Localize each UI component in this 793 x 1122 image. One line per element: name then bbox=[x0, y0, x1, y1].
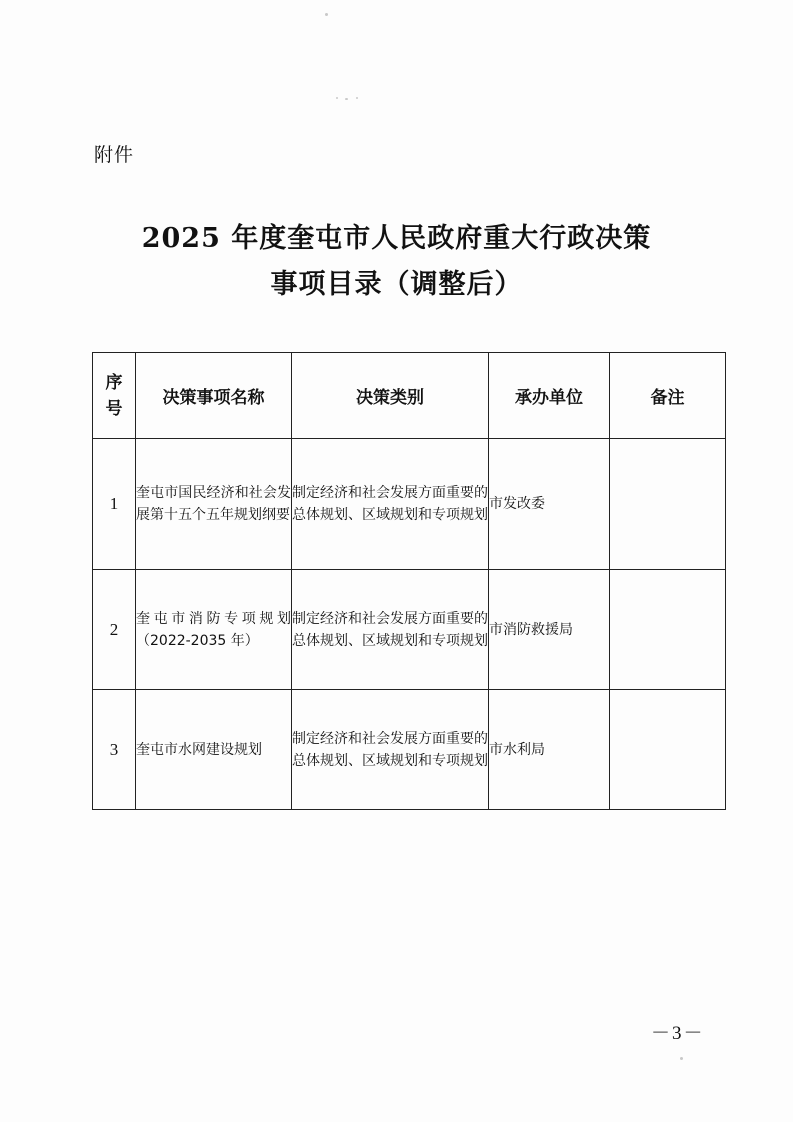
row-seq: 1 bbox=[93, 439, 136, 570]
row-unit: 市发改委 bbox=[489, 439, 610, 570]
scan-speck bbox=[680, 1057, 683, 1060]
table-row bbox=[93, 690, 726, 810]
row-name: 奎屯市国民经济和社会发展第十五个五年规划纲要 bbox=[136, 439, 292, 570]
row-category: 制定经济和社会发展方面重要的总体规划、区域规划和专项规划 bbox=[292, 439, 489, 570]
row-unit: 市水利局 bbox=[489, 690, 610, 810]
document-title-line-1: 2025 年度奎屯市人民政府重大行政决策 bbox=[141, 223, 652, 254]
header-seq-bottom: 号 bbox=[105, 398, 123, 419]
row-category: 制定经济和社会发展方面重要的总体规划、区域规划和专项规划 bbox=[292, 570, 489, 690]
table-row bbox=[93, 439, 726, 570]
row-remark bbox=[610, 570, 726, 690]
scan-speck bbox=[336, 97, 338, 99]
document-title-line-2: 事项目录（调整后） bbox=[270, 269, 523, 300]
row-category: 制定经济和社会发展方面重要的总体规划、区域规划和专项规划 bbox=[292, 690, 489, 810]
row-seq: 3 bbox=[93, 690, 136, 810]
table-row bbox=[93, 570, 726, 690]
header-unit: 承办单位 bbox=[489, 353, 610, 439]
scan-speck bbox=[325, 13, 328, 16]
header-category: 决策类别 bbox=[292, 353, 489, 439]
attachment-label: 附件 bbox=[94, 144, 135, 166]
decision-directory-table bbox=[92, 352, 726, 810]
scan-speck bbox=[356, 97, 358, 99]
row-remark bbox=[610, 439, 726, 570]
header-seq bbox=[93, 353, 136, 439]
header-seq-top: 序 bbox=[105, 372, 123, 393]
header-remark: 备注 bbox=[610, 353, 726, 439]
row-seq: 2 bbox=[93, 570, 136, 690]
row-unit: 市消防救援局 bbox=[489, 570, 610, 690]
row-name: 奎屯市水网建设规划 bbox=[136, 690, 292, 810]
table-header-row bbox=[93, 353, 726, 439]
scan-speck bbox=[345, 98, 348, 100]
row-remark bbox=[610, 690, 726, 810]
header-name: 决策事项名称 bbox=[136, 353, 292, 439]
page-number: －3－ bbox=[651, 1023, 705, 1044]
row-name: 奎屯市消防专项规划（2022-2035 年） bbox=[136, 570, 292, 690]
